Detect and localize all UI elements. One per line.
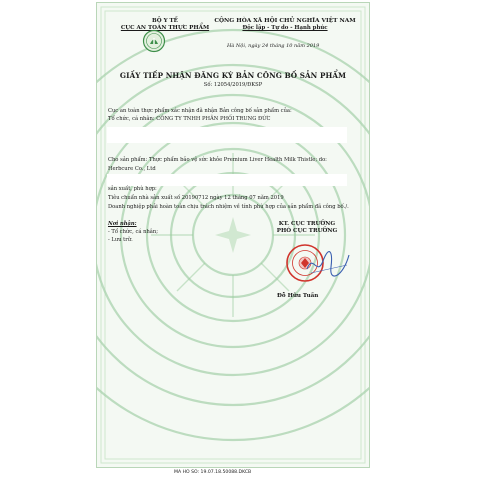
nation-name: CỘNG HÒA XÃ HỘI CHỦ NGHĨA VIỆT NAM (214, 18, 356, 24)
redacted-area (107, 127, 347, 143)
agency-name: CỤC AN TOÀN THỰC PHẨM (120, 25, 210, 31)
responsibility-line: Doanh nghiệp phải hoàn toàn chịu trách nhiệm về tính phù hợp của sản phẩm đã công bố./. (108, 204, 349, 210)
product-line: Cho sản phẩm: Thực phẩm bảo vệ sức khỏe Premium Liver Health Milk Thistle; do: (108, 157, 327, 163)
document-title: GIẤY TIẾP NHẬN ĐĂNG KÝ BẢN CÔNG BỐ SẢN PHẨM (119, 71, 347, 80)
recipient-item: - Lưu trữ. (108, 237, 133, 243)
document-number: Số: 12054/2019/ĐKSP (203, 82, 263, 88)
signature-icon (303, 249, 355, 279)
confirmation-line: Cục an toàn thực phẩm xác nhận đã nhận Bản công bố sản phẩm của: (108, 108, 292, 114)
place-date: Hà Nội, ngày 24 tháng 10 năm 2019 (227, 43, 320, 49)
signer-name: Đỗ Hữu Tuấn (277, 293, 319, 299)
nation-motto: Độc lập - Tự do - Hạnh phúc (242, 25, 328, 31)
recipients-label: Nơi nhận: (108, 221, 137, 227)
manufacturer-line: Herbcure Co., Ltd (108, 166, 156, 172)
standard-line: Tiêu chuẩn nhà sản xuất số 20190712 ngày 12 tháng 07 năm 2019 (108, 195, 284, 201)
conformity-line: sản xuất, phù hợp: (108, 186, 157, 192)
signature-title-2: PHÓ CỤC TRƯỞNG (276, 228, 338, 234)
ministry-name: BỘ Y TẾ (152, 18, 178, 24)
redacted-area-2 (107, 174, 347, 186)
organization-line: Tổ chức, cá nhân: CÔNG TY TNHH PHÂN PHỐI TRUNG ĐỨC (108, 116, 271, 122)
agency-logo-icon (142, 29, 166, 53)
signature-title-1: KT. CỤC TRƯỞNG (278, 221, 336, 227)
recipient-item: - Tổ chức, cá nhân; (108, 229, 158, 235)
dossier-code: MA HO SO: 19.07.18.50088.DKCB (174, 470, 252, 475)
certificate-sheet (96, 2, 370, 468)
